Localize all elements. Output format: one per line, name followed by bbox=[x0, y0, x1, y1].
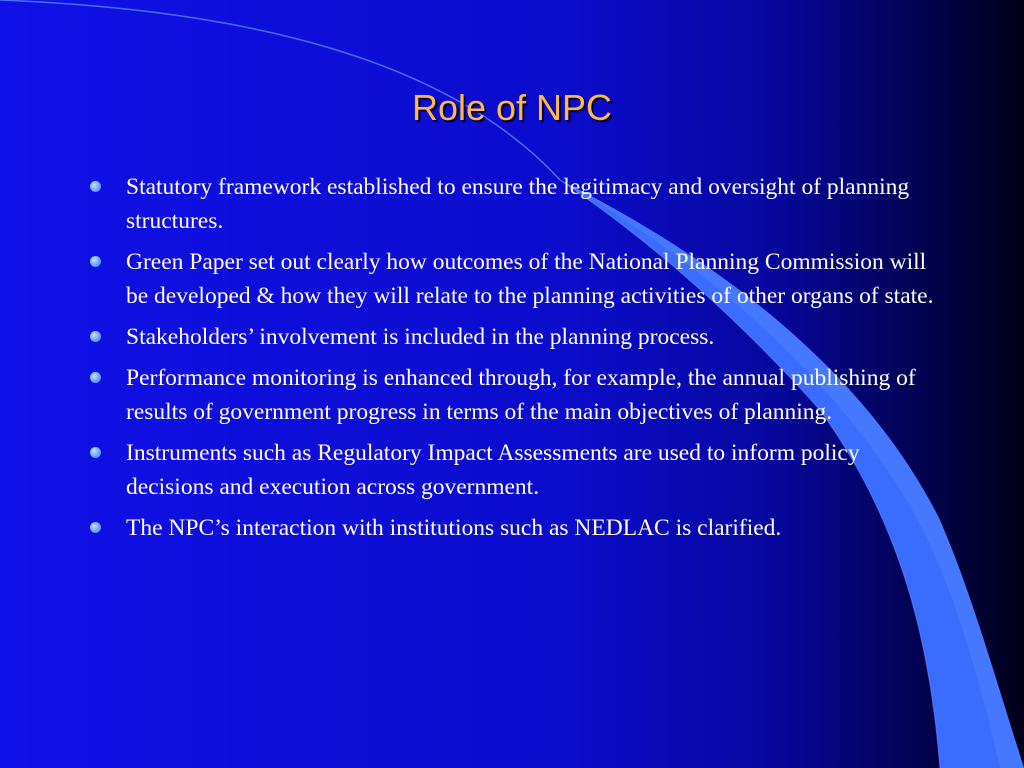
bullet-dot-icon bbox=[90, 372, 101, 383]
bullet-text: Performance monitoring is enhanced through, for example, the annual publishing of results of government progress in terms of the main objectives of planning. bbox=[126, 365, 916, 425]
bullet-dot-icon bbox=[90, 181, 101, 192]
bullet-text: Instruments such as Regulatory Impact Assessments are used to inform policy decisions and execution across government. bbox=[126, 440, 860, 500]
bullet-item bbox=[90, 320, 950, 354]
bullet-text: Statutory framework established to ensure the legitimacy and oversight of planning structures. bbox=[126, 174, 910, 234]
bullet-dot-icon bbox=[90, 522, 101, 533]
bullet-item bbox=[90, 245, 950, 313]
bullet-text: Green Paper set out clearly how outcomes of the National Planning Commission will be developed & how they will relate to the planning activities of other organs of state. bbox=[126, 249, 934, 309]
bullet-item bbox=[90, 511, 950, 545]
bullet-dot-icon bbox=[90, 256, 101, 267]
bullet-text: The NPC’s interaction with institutions such as NEDLAC is clarified. bbox=[126, 515, 782, 541]
bullet-text: Stakeholders’ involvement is included in the planning process. bbox=[126, 324, 715, 350]
bullet-dot-icon bbox=[90, 447, 101, 458]
bullet-item bbox=[90, 361, 950, 429]
bullet-dot-icon bbox=[90, 331, 101, 342]
slide-title: Role of NPC bbox=[411, 87, 613, 128]
bullet-item bbox=[90, 170, 950, 238]
bullet-item bbox=[90, 436, 950, 504]
bullet-list bbox=[90, 170, 950, 552]
